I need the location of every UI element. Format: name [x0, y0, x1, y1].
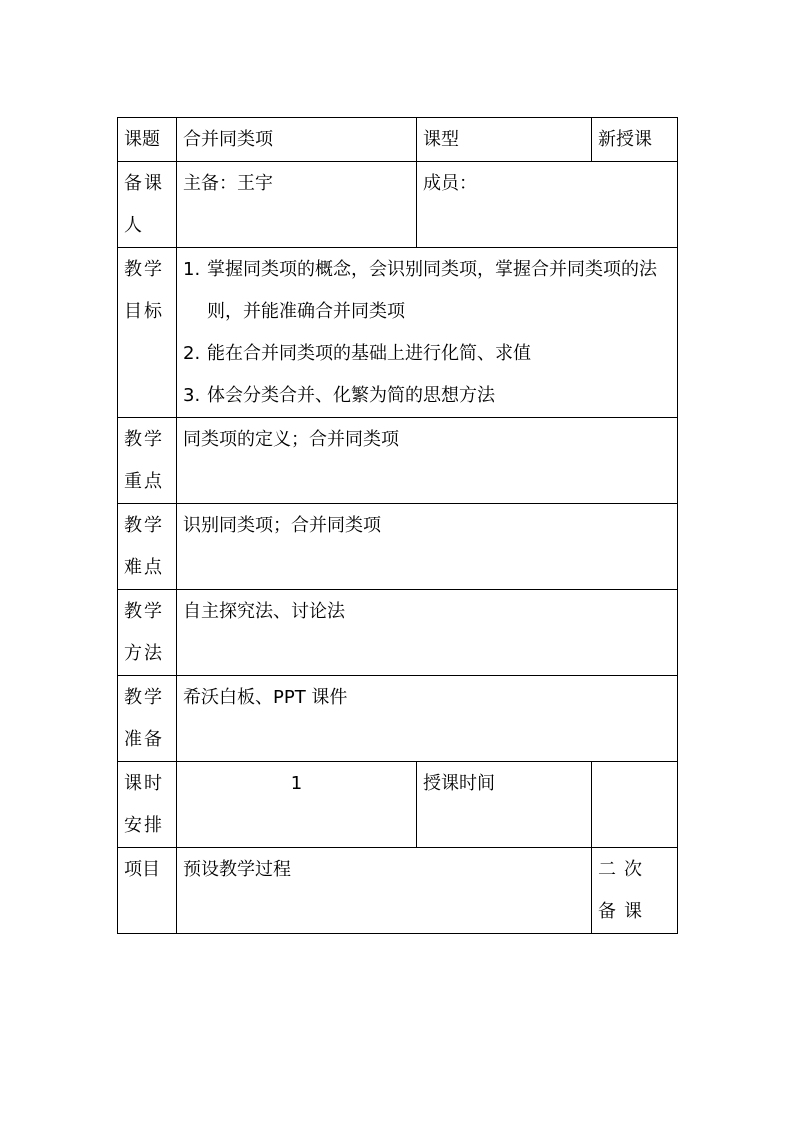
topic-row	[118, 118, 678, 162]
topic-label: 课题	[118, 118, 177, 162]
lesson-type-label: 课型	[417, 118, 592, 162]
difficulty-row	[118, 504, 678, 590]
schedule-label: 课时安排	[118, 762, 177, 848]
schedule-row	[118, 762, 678, 848]
goal-number: 3.	[183, 385, 201, 406]
method-label: 教学方法	[118, 590, 177, 676]
goals-list	[183, 249, 671, 417]
preset-process-label: 预设教学过程	[177, 848, 592, 934]
topic-value: 合并同类项	[177, 118, 417, 162]
preparer-row	[118, 162, 678, 248]
goal-text: 能在合并同类项的基础上进行化简、求值	[207, 343, 531, 364]
prep-value: 希沃白板、PPT 课件	[177, 676, 678, 762]
focus-row	[118, 418, 678, 504]
teaching-time-label: 授课时间	[417, 762, 592, 848]
goals-label: 教学目标	[118, 248, 177, 418]
second-prep-label: 二次备课	[592, 848, 678, 934]
focus-value: 同类项的定义；合并同类项	[177, 418, 678, 504]
item-label: 项目	[118, 848, 177, 934]
goals-cell	[177, 248, 678, 418]
lead-preparer: 主备：王宇	[177, 162, 417, 248]
goal-item	[183, 375, 671, 417]
difficulty-label: 教学难点	[118, 504, 177, 590]
goal-item	[183, 333, 671, 375]
goal-text: 掌握同类项的概念，会识别同类项，掌握合并同类项的法则，并能准确合并同类项	[207, 259, 657, 322]
process-row	[118, 848, 678, 934]
members-field: 成员：	[417, 162, 678, 248]
method-row	[118, 590, 678, 676]
prep-label: 教学准备	[118, 676, 177, 762]
teaching-time-value	[592, 762, 678, 848]
goal-number: 1.	[183, 259, 201, 280]
lesson-plan-table	[117, 117, 678, 934]
prep-row	[118, 676, 678, 762]
difficulty-value: 识别同类项；合并同类项	[177, 504, 678, 590]
focus-label: 教学重点	[118, 418, 177, 504]
goal-item	[183, 249, 671, 333]
lesson-type-value: 新授课	[592, 118, 678, 162]
goal-text: 体会分类合并、化繁为简的思想方法	[207, 385, 495, 406]
preparer-label: 备课人	[118, 162, 177, 248]
class-hours-value: 1	[177, 762, 417, 848]
goals-row	[118, 248, 678, 418]
goal-number: 2.	[183, 343, 201, 364]
method-value: 自主探究法、讨论法	[177, 590, 678, 676]
